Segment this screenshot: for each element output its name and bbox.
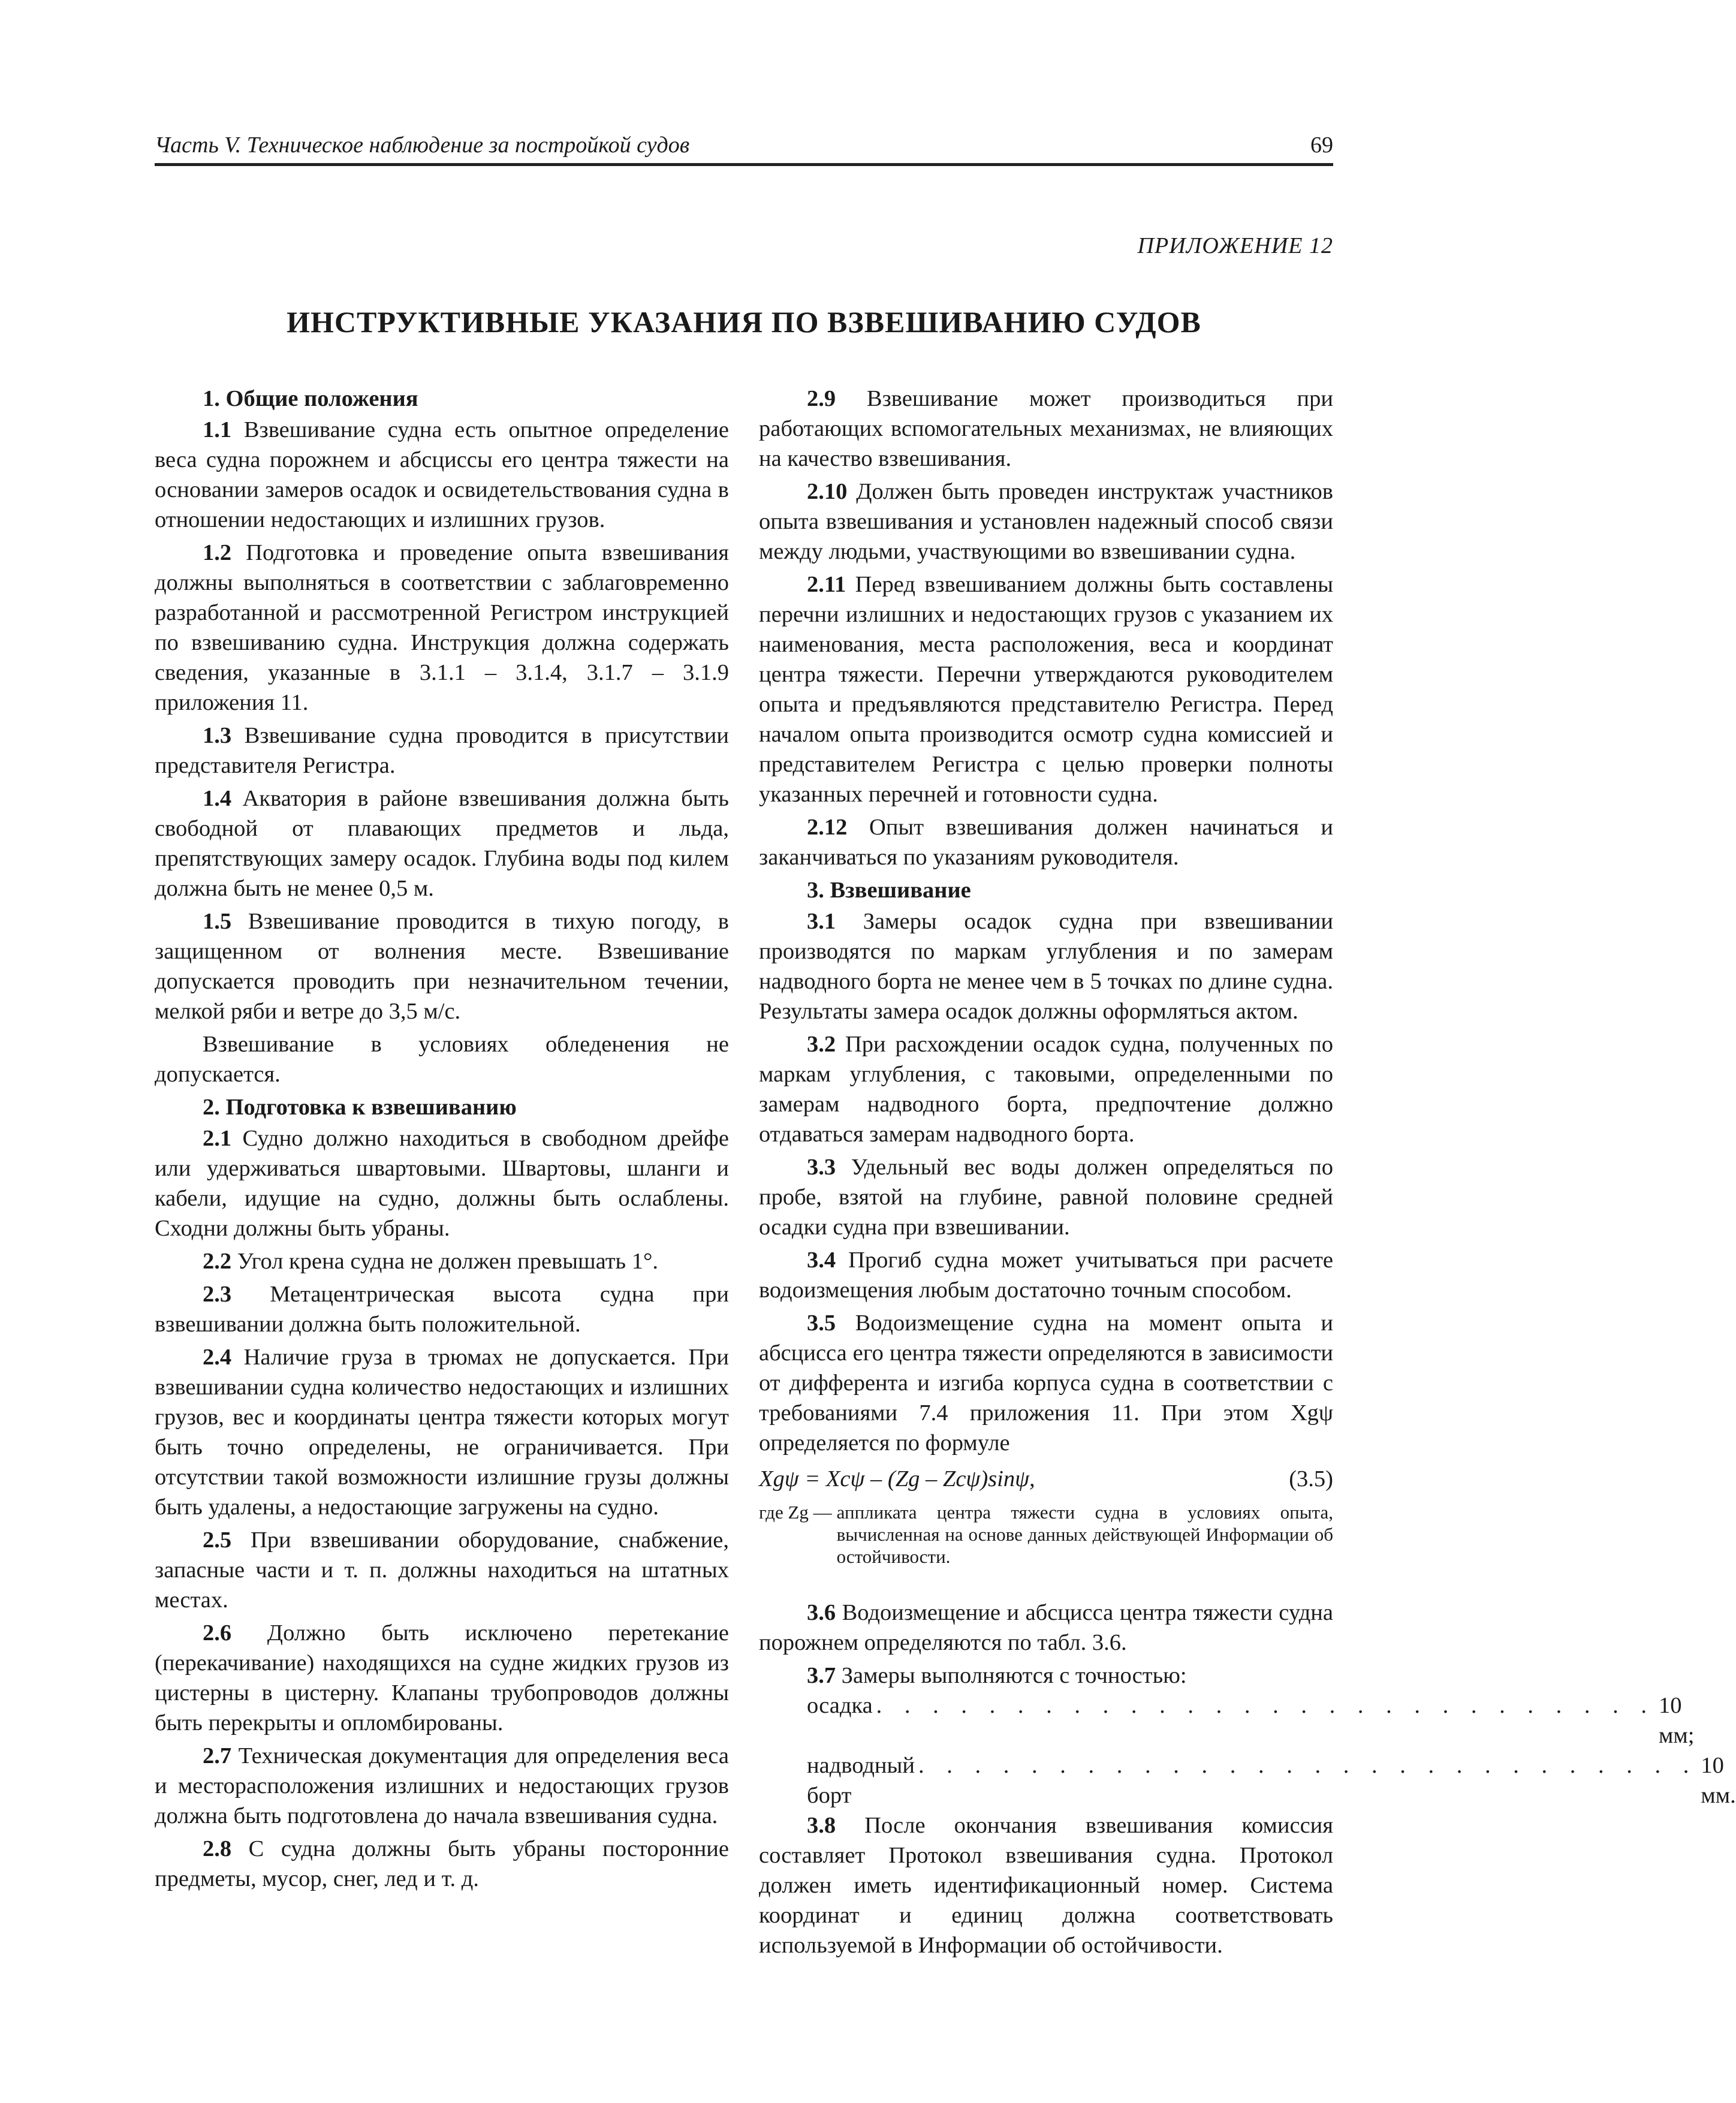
paragraph-2-5	[155, 1525, 729, 1615]
accuracy-value: 10 мм.	[1701, 1753, 1736, 1808]
clause-text: Взвешивание судна проводится в присутствии представителя Регистра.	[155, 723, 729, 778]
paragraph-2-4	[155, 1342, 729, 1522]
accuracy-row-freeboard	[759, 1751, 1736, 1810]
document-title: ИНСТРУКТИВНЫЕ УКАЗАНИЯ ПО ВЗВЕШИВАНИЮ СУДОВ	[287, 305, 1201, 339]
clause-number: 1.1	[203, 417, 232, 442]
appendix-label: ПРИЛОЖЕНИЕ 12	[1137, 233, 1333, 258]
clause-text: Подготовка и проведение опыта взвешивания должны выполняться в соответствии с заблаговременно разработанной и рассмотренной Регистром инструкцией по взвешиванию судна. Инструкция должна содержать сведения, указанные в 3.1.1 – 3.1.4, 3.1.7 – 3.1.9 приложения 11.	[155, 540, 729, 715]
clause-text: После окончания взвешивания комиссия составляет Протокол взвешивания судна. Протокол должен иметь идентификационный номер. Система координат и единиц должна соответствовать используемой в Информации об остойчивости.	[759, 1813, 1333, 1958]
section-heading-2: 2. Подготовка к взвешиванию	[203, 1095, 517, 1120]
clause-number: 3.2	[807, 1032, 836, 1057]
clause-number: 2.7	[203, 1743, 232, 1768]
paragraph-3-4	[759, 1245, 1333, 1305]
clause-text: Водоизмещение и абсцисса центра тяжести судна порожнем определяются по табл. 3.6.	[759, 1600, 1333, 1655]
clause-text: Должно быть исключено перетекание (перекачивание) находящихся на судне жидких грузов из цистерны в цистерну. Клапаны трубопроводов должны быть перекрыты и опломбированы.	[155, 1620, 729, 1736]
clause-number: 2.10	[807, 479, 848, 504]
section-heading-3: 3. Взвешивание	[807, 878, 971, 903]
clause-number: 1.2	[203, 540, 232, 565]
running-header	[155, 131, 1333, 166]
paragraph-3-5	[759, 1308, 1333, 1458]
paragraph-3-8	[759, 1810, 1333, 1960]
paragraph-2-7	[155, 1741, 729, 1831]
paragraph-2-1	[155, 1123, 729, 1243]
formula-3-5	[759, 1464, 1333, 1494]
clause-number: 1.3	[203, 723, 232, 748]
clause-number: 2.11	[807, 572, 846, 597]
clause-number: 2.8	[203, 1836, 232, 1861]
left-column	[155, 384, 729, 1897]
clause-text: Взвешивание судна есть опытное определение веса судна порожнем и абсциссы его центра тяжести на основании замеров осадок и освидетельствования судна в отношении недостающих и излишних грузов.	[155, 417, 729, 532]
clause-number: 2.3	[203, 1282, 232, 1307]
clause-number: 2.9	[807, 386, 836, 411]
paragraph-2-11	[759, 570, 1333, 809]
paragraph-3-3	[759, 1152, 1333, 1242]
paragraph-2-10	[759, 477, 1333, 567]
clause-text: Должен быть проведен инструктаж участников опыта взвешивания и установлен надежный способ связи между людьми, участвующими во взвешивании судна.	[759, 479, 1333, 564]
clause-number: 3.7	[807, 1663, 836, 1688]
clause-text: Замеры осадок судна при взвешивании производятся по маркам углубления и по замерам надводного борта не менее чем в 5 точках по длине судна. Результаты замера осадок должны оформляться актом.	[759, 909, 1333, 1024]
clause-number: 3.3	[807, 1155, 836, 1180]
dot-leader: . . . . . . . . . . . . . . . . . . . . . . . . . . . .	[876, 1693, 1656, 1718]
paragraph-2-6	[155, 1618, 729, 1738]
clause-number: 1.5	[203, 909, 232, 934]
clause-number: 3.8	[807, 1813, 836, 1838]
paragraph-1-3	[155, 721, 729, 781]
paragraph-2-2	[155, 1246, 729, 1276]
clause-text: Опыт взвешивания должен начинаться и заканчиваться по указаниям руководителя.	[759, 815, 1333, 870]
formula-number: (3.5)	[1289, 1466, 1333, 1492]
paragraph-3-1	[759, 906, 1333, 1026]
clause-text: Угол крена судна не должен превышать 1°.	[231, 1249, 658, 1274]
clause-text: При расхождении осадок судна, полученных по маркам углубления, с таковыми, определенными по замерам надводного борта, предпочтение должно отдаваться замерам надводного борта.	[759, 1032, 1333, 1147]
clause-text: Удельный вес воды должен определяться по пробе, взятой на глубине, равной половине средней осадки судна при взвешивании.	[759, 1155, 1333, 1240]
paragraph-1-1	[155, 415, 729, 535]
clause-number: 2.1	[203, 1126, 232, 1151]
clause-number: 2.2	[203, 1249, 232, 1274]
paragraph-1-4	[155, 784, 729, 903]
formula-expression: Xgψ = Xcψ – (Zg – Zcψ)sinψ,	[759, 1466, 1035, 1492]
dot-leader: . . . . . . . . . . . . . . . . . . . . . . . . . . . .	[918, 1753, 1698, 1778]
clause-number: 3.5	[807, 1310, 836, 1336]
accuracy-row-draft	[759, 1691, 1695, 1751]
clause-text: Взвешивание может производиться при работающих вспомогательных механизмах, не влияющих на качество взвешивания.	[759, 386, 1333, 471]
formula-legend	[759, 1501, 1333, 1568]
clause-text: При взвешивании оборудование, снабжение, запасные части и т. п. должны находиться на штатных местах.	[155, 1527, 729, 1613]
clause-text: С судна должны быть убраны посторонние предметы, мусор, снег, лед и т. д.	[155, 1836, 729, 1891]
paragraph-2-9	[759, 384, 1333, 474]
section-heading-1: 1. Общие положения	[203, 386, 418, 411]
clause-text: Техническая документация для определения веса и месторасположения излишних и недостающих грузов должна быть подготовлена до начала взвешивания судна.	[155, 1743, 729, 1828]
paragraph-3-2	[759, 1029, 1333, 1149]
accuracy-label: осадка	[807, 1693, 873, 1718]
legend-symbol: где Zg —	[759, 1502, 832, 1523]
clause-text: Судно должно находиться в свободном дрейфе или удерживаться швартовыми. Швартовы, шланги и кабели, идущие на судно, должны быть ослаблены. Сходни должны быть убраны.	[155, 1126, 729, 1241]
clause-number: 3.4	[807, 1248, 836, 1273]
accuracy-value: 10 мм;	[1659, 1693, 1695, 1748]
clause-number: 2.12	[807, 815, 848, 840]
legend-text: аппликата центра тяжести судна в условиях опыта, вычисленная на основе данных действующей Информации об остойчивости.	[836, 1502, 1333, 1567]
clause-text: Наличие груза в трюмах не допускается. При взвешивании судна количество недостающих и излишних грузов, вес и координаты центра тяжести которых могут быть точно определены, не ограничивается. При отсутствии такой возможности излишние грузы должны быть удалены, а недостающие загружены на судно.	[155, 1345, 729, 1520]
accuracy-label: надводный борт	[807, 1753, 915, 1808]
paragraph-3-6	[759, 1598, 1333, 1658]
clause-text: Взвешивание проводится в тихую погоду, в защищенном от волнения месте. Взвешивание допускается проводить при незначительном течении, мелкой ряби и ветре до 3,5 м/с.	[155, 909, 729, 1024]
right-column	[759, 384, 1736, 1963]
clause-number: 2.6	[203, 1620, 232, 1646]
clause-number: 3.1	[807, 909, 836, 934]
clause-text: Метацентрическая высота судна при взвешивании должна быть положительной.	[155, 1282, 729, 1337]
clause-text: Перед взвешиванием должны быть составлены перечни излишних и недостающих грузов с указанием их наименования, места расположения, веса и координат центра тяжести. Перечни утверждаются руководителем опыта и предъявляются представителю Регистра. Перед началом опыта производится осмотр судна комиссией и представителем Регистра с целью проверки полноты указанных перечней и готовности судна.	[759, 572, 1333, 807]
clause-number: 3.6	[807, 1600, 836, 1625]
clause-text: Водоизмещение судна на момент опыта и абсцисса его центра тяжести определяются в зависимости от дифферента и изгиба корпуса судна в соответствии с требованиями 7.4 приложения 11. При этом Xgψ определяется по формуле	[759, 1310, 1333, 1456]
paragraph-1-5-note: Взвешивание в условиях обледенения не допускается.	[155, 1032, 729, 1087]
paragraph-2-8	[155, 1834, 729, 1894]
paragraph-1-5	[155, 906, 729, 1026]
clause-text: Акватория в районе взвешивания должна быть свободной от плавающих предметов и льда, препятствующих замеру осадок. Глубина воды под килем должна быть не менее 0,5 м.	[155, 786, 729, 901]
paragraph-2-12	[759, 812, 1333, 872]
clause-number: 1.4	[203, 786, 232, 811]
paragraph-3-7	[759, 1661, 1333, 1691]
clause-number: 2.5	[203, 1527, 232, 1553]
paragraph-2-3	[155, 1279, 729, 1339]
clause-number: 2.4	[203, 1345, 232, 1370]
paragraph-1-2	[155, 538, 729, 718]
header-part-title: Часть V. Техническое наблюдение за постройкой судов	[155, 132, 690, 158]
clause-text: Замеры выполняются с точностью:	[836, 1663, 1187, 1688]
page-number: 69	[1310, 132, 1333, 158]
clause-text: Прогиб судна может учитываться при расчете водоизмещения любым достаточно точным способом.	[759, 1248, 1333, 1303]
